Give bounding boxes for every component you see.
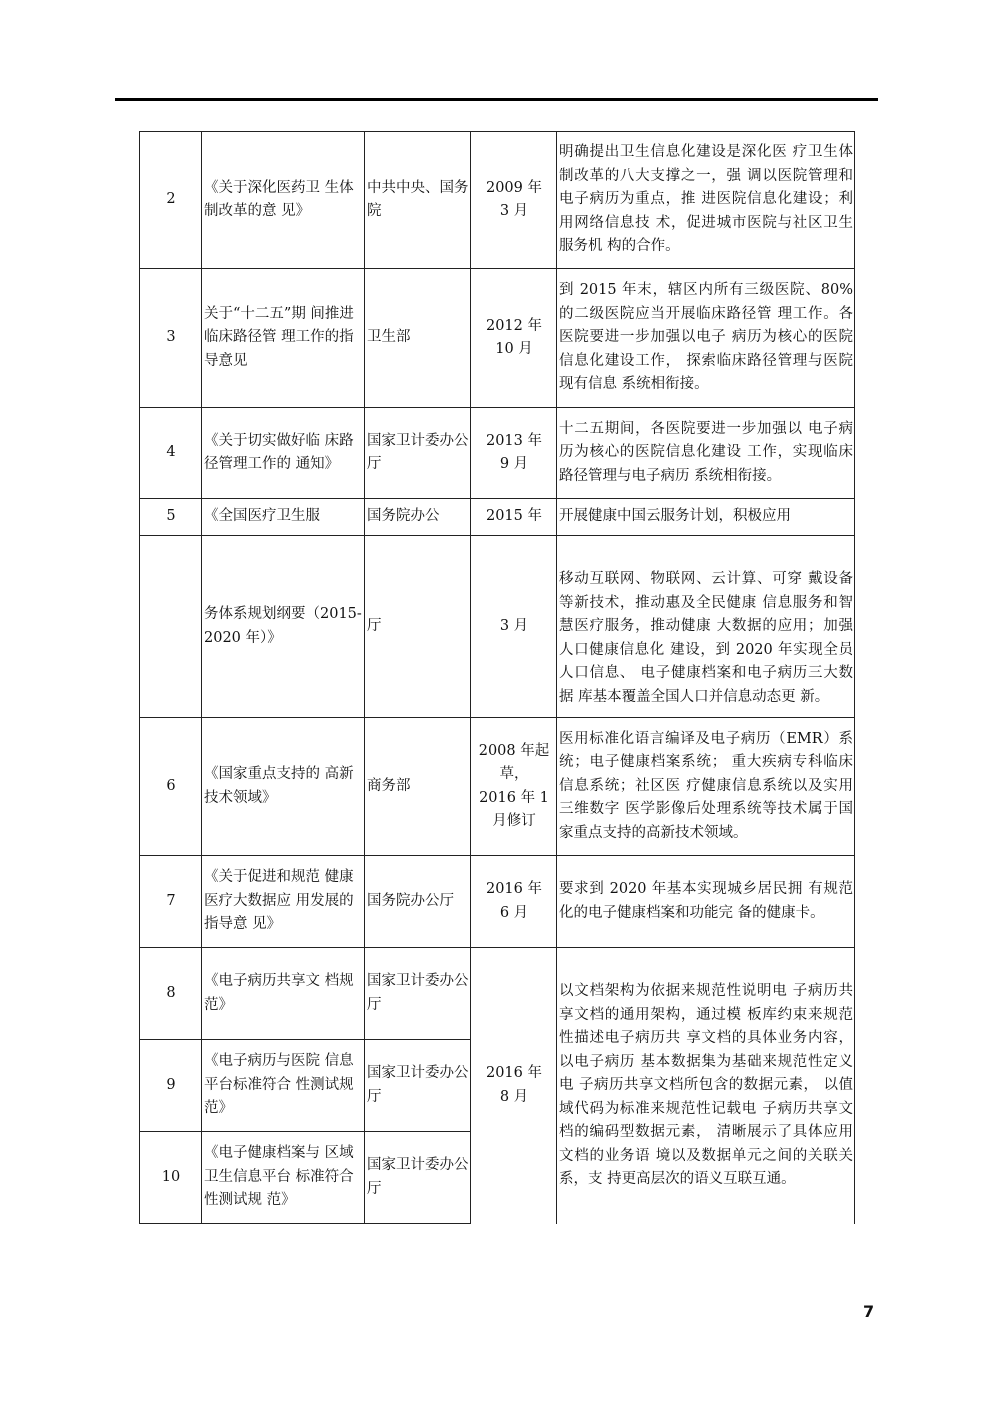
description: 开展健康中国云服务计划，积极应用 <box>557 499 855 536</box>
policy-title: 务体系规划纲要（2015-2020 年）》 <box>202 536 365 718</box>
row-number <box>140 536 202 718</box>
issue-date: 2009 年 3 月 <box>471 132 557 269</box>
row-number: 7 <box>140 856 202 948</box>
policy-title: 《关于促进和规范 健康医疗大数据应 用发展的指导意 见》 <box>202 856 365 948</box>
issuer: 卫生部 <box>365 269 471 408</box>
issue-date: 3 月 <box>471 536 557 718</box>
policy-table <box>139 131 855 1224</box>
issuer: 国家卫计委办公厅 <box>365 948 471 1040</box>
issuer: 国家卫计委办公厅 <box>365 1040 471 1132</box>
row-number: 2 <box>140 132 202 269</box>
issue-date: 2013 年 9 月 <box>471 408 557 499</box>
policy-title: 《关于切实做好临 床路径管理工作的 通知》 <box>202 408 365 499</box>
issue-date: 2016 年 6 月 <box>471 856 557 948</box>
issuer: 国务院办公 <box>365 499 471 536</box>
issuer: 中共中央、国务院 <box>365 132 471 269</box>
issuer: 厅 <box>365 536 471 718</box>
row-number: 9 <box>140 1040 202 1132</box>
table-row <box>140 718 855 856</box>
row-number: 6 <box>140 718 202 856</box>
policy-title: 《关于深化医药卫 生体制改革的意 见》 <box>202 132 365 269</box>
description: 移动互联网、物联网、云计算、可穿 戴设备等新技术，推动惠及全民健康 信息服务和智慧医疗服务，推动健康 大数据的应用；加强人口健康信息化 建设，到 2020 年实现全员人口信息、 电子健康档案和电子病历三大数据 库基本覆盖全国人口并信息动态更 新。 <box>557 536 855 718</box>
issuer: 国家卫计委办公厅 <box>365 1132 471 1224</box>
table-row <box>140 499 855 536</box>
issue-date: 2015 年 <box>471 499 557 536</box>
policy-title: 《国家重点支持的 高新技术领域》 <box>202 718 365 856</box>
policy-title: 关于“十二五”期 间推进临床路径管 理工作的指导意见 <box>202 269 365 408</box>
policy-title: 《电子健康档案与 区域卫生信息平台 标准符合性测试规 范》 <box>202 1132 365 1224</box>
description: 十二五期间，各医院要进一步加强以 电子病历为核心的医院信息化建设 工作，实现临床路径管理与电子病历 系统相衔接。 <box>557 408 855 499</box>
issuer: 国家卫计委办公厅 <box>365 408 471 499</box>
table-row <box>140 408 855 499</box>
description: 到 2015 年末，辖区内所有三级医院、80%的二级医院应当开展临床路径管 理工作。各医院要进一步加强以电子 病历为核心的医院信息化建设工作， 探索临床路径管理与医院现有信息 系统相衔接。 <box>557 269 855 408</box>
issue-date: 2008 年起草， 2016 年 1 月修订 <box>471 718 557 856</box>
row-number: 8 <box>140 948 202 1040</box>
description: 以文档架构为依据来规范性说明电 子病历共享文档的通用架构，通过模 板库约束来规范性描述电子病历共 享文档的具体业务内容，以电子病历 基本数据集为基础来规范性定义电 子病历共享文档所包含的数据元素， 以值域代码为标准来规范性记载电 子病历共享文档的编码型数据元素， 清晰展示了具体应用文档的业务语 境以及数据单元之间的关联关系，支 持更高层次的语义互联互通。 <box>557 948 855 1224</box>
policy-title: 《电子病历共享文 档规范》 <box>202 948 365 1040</box>
row-number: 5 <box>140 499 202 536</box>
description: 医用标准化语言编译及电子病历（EMR）系统；电子健康档案系统； 重大疾病专科临床信息系统；社区医 疗健康信息系统以及实用三维数字 医学影像后处理系统等技术属于国 家重点支持的高新技术领域。 <box>557 718 855 856</box>
policy-title: 《全国医疗卫生服 <box>202 499 365 536</box>
table-row <box>140 536 855 718</box>
issue-date: 2016 年 8 月 <box>471 948 557 1224</box>
table-row <box>140 269 855 408</box>
description: 要求到 2020 年基本实现城乡居民拥 有规范化的电子健康档案和功能完 备的健康卡。 <box>557 856 855 948</box>
issuer: 国务院办公厅 <box>365 856 471 948</box>
issue-date: 2012 年 10 月 <box>471 269 557 408</box>
row-number: 10 <box>140 1132 202 1224</box>
table-row <box>140 856 855 948</box>
issuer: 商务部 <box>365 718 471 856</box>
table-row <box>140 132 855 269</box>
table-row <box>140 948 855 1040</box>
row-number: 4 <box>140 408 202 499</box>
header-rule <box>115 98 878 101</box>
description: 明确提出卫生信息化建设是深化医 疗卫生体制改革的八大支撑之一，强 调以医院管理和电子病历为重点，推 进医院信息化建设；利用网络信息技 术，促进城市医院与社区卫生服务机 构的合作。 <box>557 132 855 269</box>
page-number: 7 <box>863 1302 875 1321</box>
policy-title: 《电子病历与医院 信息平台标准符合 性测试规范》 <box>202 1040 365 1132</box>
row-number: 3 <box>140 269 202 408</box>
